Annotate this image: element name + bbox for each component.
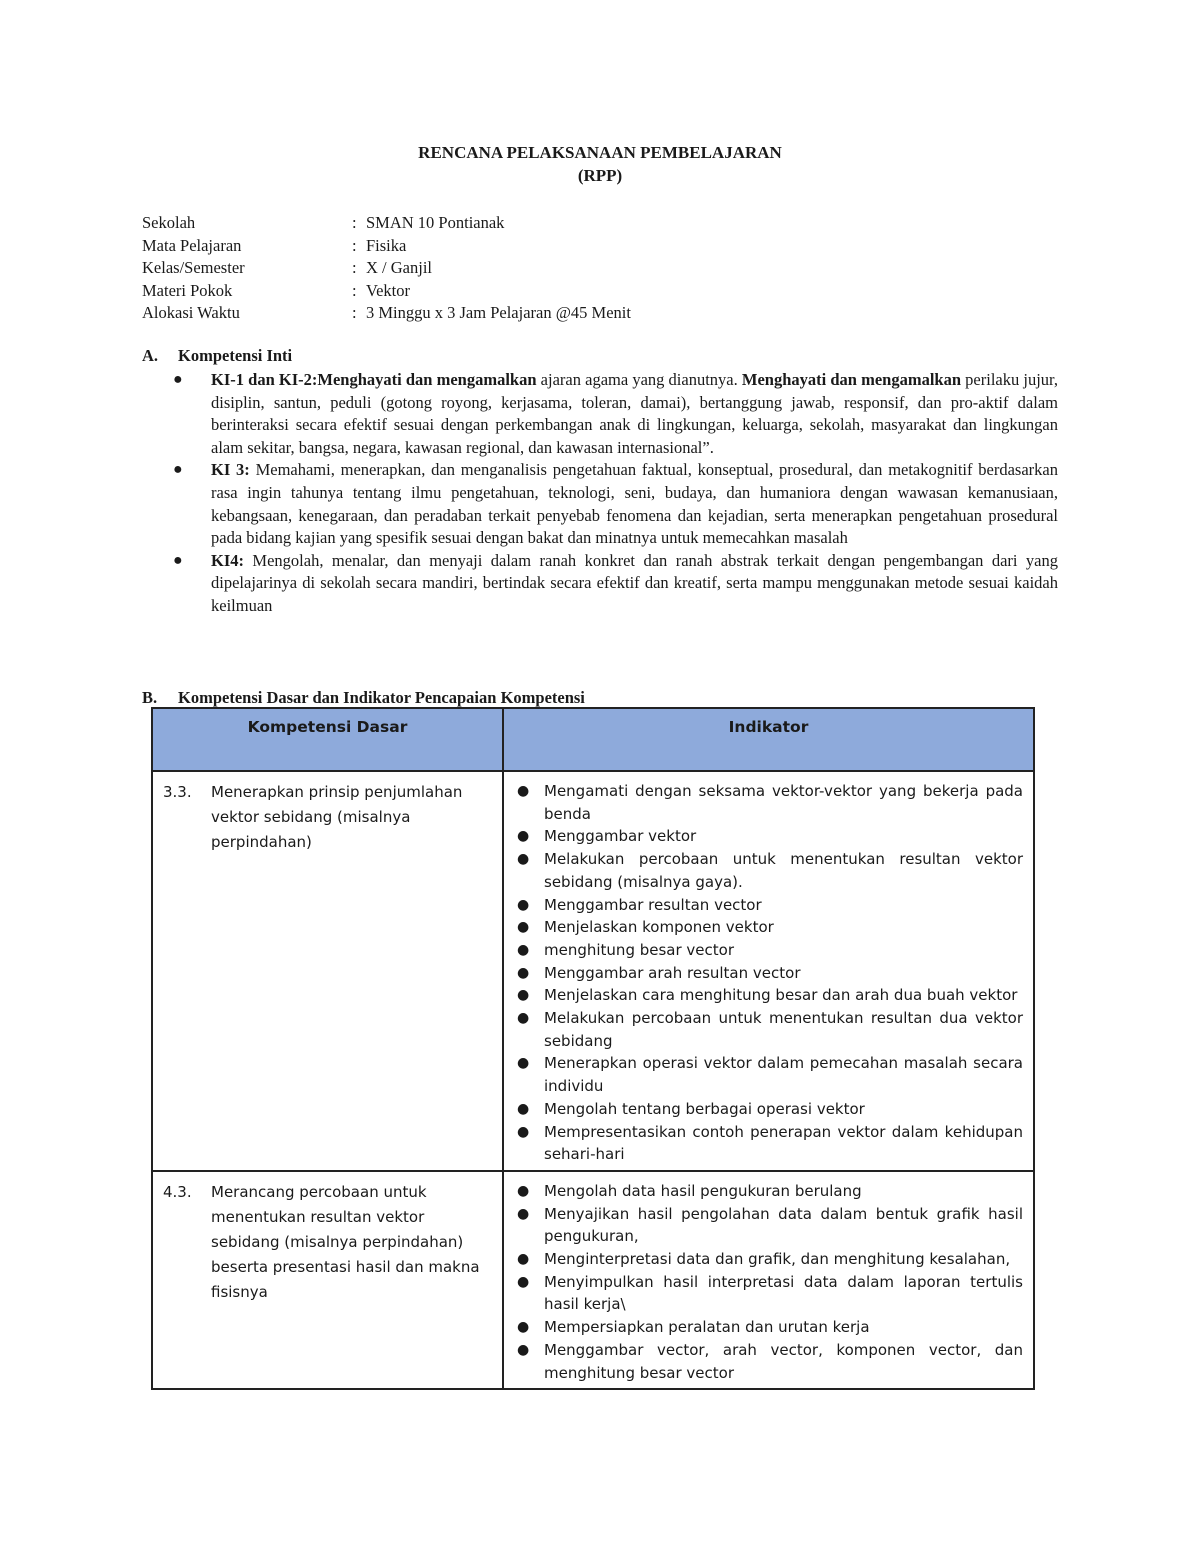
meta-row	[142, 212, 631, 235]
bullet-icon: ●	[517, 851, 530, 868]
ki-heading: KI-1 dan KI-2:Menghayati dan mengamalkan	[211, 370, 537, 389]
bullet-icon: ●	[517, 941, 530, 958]
indicator-text: menghitung besar vector	[544, 940, 734, 959]
meta-value: Vektor	[366, 280, 410, 300]
section-letter: A.	[142, 346, 159, 365]
indicator-text: Melakukan percobaan untuk menentukan resultan vektor sebidang (misalnya gaya).	[544, 850, 1023, 891]
bullet-icon: ●	[517, 987, 530, 1004]
meta-label: Materi Pokok	[142, 280, 233, 300]
meta-value: Fisika	[366, 235, 407, 255]
column-header-indikator: Indikator	[503, 708, 1034, 771]
list-item	[517, 825, 1023, 848]
meta-colon: :	[352, 258, 357, 277]
kd-text: Menerapkan prinsip penjumlahan vektor sebidang (misalnya perpindahan)	[211, 783, 463, 851]
bullet-icon: ●	[517, 1341, 530, 1358]
meta-row	[142, 235, 631, 258]
list-item	[173, 369, 1058, 459]
meta-label: Kelas/Semester	[142, 258, 245, 277]
indicator-text: Mengamati dengan seksama vektor-vektor yang bekerja pada benda	[544, 782, 1023, 823]
indicator-text: Melakukan percobaan untuk menentukan resultan dua vektor sebidang	[544, 1009, 1023, 1050]
kd-content	[153, 772, 502, 861]
list-item	[517, 1098, 1023, 1121]
bullet-icon: ●	[517, 1055, 530, 1072]
bullet-icon: ●	[517, 1100, 530, 1117]
list-item	[517, 1007, 1023, 1052]
meta-row	[142, 257, 631, 280]
list-item	[517, 939, 1023, 962]
list-item	[517, 962, 1023, 985]
meta-label: Sekolah	[142, 213, 196, 232]
indicator-text: Menggambar vector, arah vector, komponen vector, dan menghitung besar vector	[544, 1340, 1023, 1382]
bullet-icon: ●	[517, 828, 530, 845]
kd-number: 4.3.	[163, 1182, 192, 1201]
table-header-row	[152, 708, 1034, 771]
list-item	[517, 984, 1023, 1007]
kd-content	[153, 1172, 502, 1311]
identity-block	[142, 212, 631, 325]
list-item	[517, 1121, 1023, 1166]
list-item	[517, 1203, 1023, 1248]
indicator-text: Menggambar resultan vector	[544, 895, 762, 914]
kompetensi-dasar-table	[151, 707, 1035, 1390]
ki-text: perilaku jujur, disiplin, santun, peduli (gotong royong, kerjasama, toleran, damai), bertanggung jawab, responsif, dan pro-aktif dalam berinteraksi secara efektif sesuai dengan perkembangan anak di lingkungan, keluarga, sekolah, masyarakat dan lingkungan alam sekitar, bangsa, negara, kawasan regional, dan kawasan internasional”.	[211, 370, 1059, 457]
kompetensi-inti-list	[173, 369, 1058, 618]
bullet-icon: ●	[517, 1319, 530, 1336]
document-subtitle: (RPP)	[577, 166, 623, 185]
indicator-cell	[503, 1171, 1034, 1389]
kd-cell	[152, 1171, 503, 1389]
section-a-heading	[142, 346, 292, 366]
bullet-icon: ●	[173, 551, 183, 569]
list-item	[517, 1180, 1023, 1203]
meta-colon: :	[352, 280, 357, 300]
bullet-icon: ●	[173, 461, 183, 479]
bullet-icon: ●	[517, 896, 530, 913]
section-letter: B.	[142, 688, 158, 707]
bullet-icon: ●	[517, 964, 530, 981]
indicator-text: Menggambar vektor	[544, 827, 697, 846]
list-item	[173, 550, 1058, 618]
bullet-icon: ●	[517, 1010, 530, 1027]
bullet-icon: ●	[173, 371, 183, 388]
list-item	[517, 1248, 1023, 1271]
indicator-text: Mempersiapkan peralatan dan urutan kerja	[544, 1318, 870, 1337]
indicator-text: Menginterpretasi data dan grafik, dan menghitung kesalahan,	[544, 1250, 1011, 1269]
kd-cell	[152, 771, 503, 1171]
list-item	[517, 848, 1023, 893]
indicator-list	[504, 772, 1033, 1170]
list-item	[517, 1339, 1023, 1384]
bullet-icon: ●	[517, 1251, 530, 1268]
document-title: RENCANA PELAKSANAAN PEMBELAJARAN	[418, 143, 782, 162]
bullet-icon: ●	[517, 1182, 530, 1199]
meta-colon: :	[352, 235, 357, 255]
table-row	[152, 771, 1034, 1171]
indicator-text: Menyajikan hasil pengolahan data dalam bentuk grafik hasil pengukuran,	[544, 1204, 1023, 1246]
table-row	[152, 1171, 1034, 1389]
column-header-kompetensi-dasar: Kompetensi Dasar	[152, 708, 503, 771]
section-b-heading	[142, 688, 585, 708]
indicator-list	[504, 1172, 1033, 1388]
ki-text: ajaran agama yang dianutnya.	[536, 370, 742, 389]
meta-row	[142, 302, 631, 325]
list-item	[517, 780, 1023, 825]
bullet-icon: ●	[517, 919, 530, 936]
kd-number: 3.3.	[163, 783, 192, 801]
meta-row	[142, 280, 631, 303]
section-title: Kompetensi Inti	[178, 346, 293, 365]
indicator-text: Menerapkan operasi vektor dalam pemecahan masalah secara individu	[544, 1054, 1023, 1096]
indicator-text: Menjelaskan komponen vektor	[544, 918, 774, 937]
section-title: Kompetensi Dasar dan Indikator Pencapaian Kompetensi	[178, 688, 585, 707]
list-item	[517, 1271, 1023, 1316]
ki-heading: Menghayati dan mengamalkan	[741, 370, 962, 389]
ki-heading: KI 3:	[211, 460, 250, 480]
bullet-icon: ●	[517, 783, 530, 799]
indicator-text: Mengolah data hasil pengukuran berulang	[544, 1181, 862, 1200]
meta-colon: :	[352, 213, 357, 232]
list-item	[517, 916, 1023, 939]
meta-value: SMAN 10 Pontianak	[366, 213, 505, 232]
indicator-text: Mengolah tentang berbagai operasi vektor	[544, 1099, 865, 1118]
indicator-cell	[503, 771, 1034, 1171]
indicator-text: Menggambar arah resultan vector	[544, 963, 801, 982]
list-item	[517, 894, 1023, 917]
bullet-icon: ●	[517, 1205, 530, 1222]
list-item	[517, 1052, 1023, 1097]
meta-label: Alokasi Waktu	[142, 303, 240, 322]
bullet-icon: ●	[517, 1273, 530, 1290]
list-item	[173, 459, 1058, 549]
ki-text: Mengolah, menalar, dan menyaji dalam ranah konkret dan ranah abstrak terkait dengan pengembangan dari yang dipelajarinya di sekolah secara mandiri, bertindak secara efektif dan kreatif, serta mampu menggunakan metode sesuai kaidah keilmuan	[211, 550, 1058, 615]
kd-text: Merancang percobaan untuk menentukan resultan vektor sebidang (misalnya perpindahan) beserta presentasi hasil dan makna fisisnya	[211, 1182, 480, 1301]
indicator-text: Mempresentasikan contoh penerapan vektor dalam kehidupan sehari-hari	[544, 1122, 1023, 1164]
meta-colon: :	[352, 303, 357, 322]
ki-text: Memahami, menerapkan, dan menganalisis pengetahuan faktual, konseptual, prosedural, dan metakognitif berdasarkan rasa ingin tahunya tentang ilmu pengetahuan, teknologi, seni, budaya, dan humaniora dengan wawasan kemanusiaan, kebangsaan, kenegaraan, dan peradaban terkait penyebab fenomena dan kejadian, serta menerapkan pengetahuan prosedural pada bidang kajian yang spesifik sesuai dengan bakat dan minatnya untuk memecahkan masalah	[211, 460, 1058, 548]
indicator-text: Menjelaskan cara menghitung besar dan arah dua buah vektor	[544, 986, 1018, 1005]
meta-value: X / Ganjil	[366, 258, 432, 277]
meta-value: 3 Minggu x 3 Jam Pelajaran @45 Menit	[366, 303, 631, 322]
ki-heading: KI4:	[211, 550, 244, 570]
meta-label: Mata Pelajaran	[142, 235, 242, 255]
bullet-icon: ●	[517, 1123, 530, 1140]
list-item	[517, 1316, 1023, 1339]
indicator-text: Menyimpulkan hasil interpretasi data dalam laporan tertulis hasil kerja\	[544, 1272, 1023, 1314]
